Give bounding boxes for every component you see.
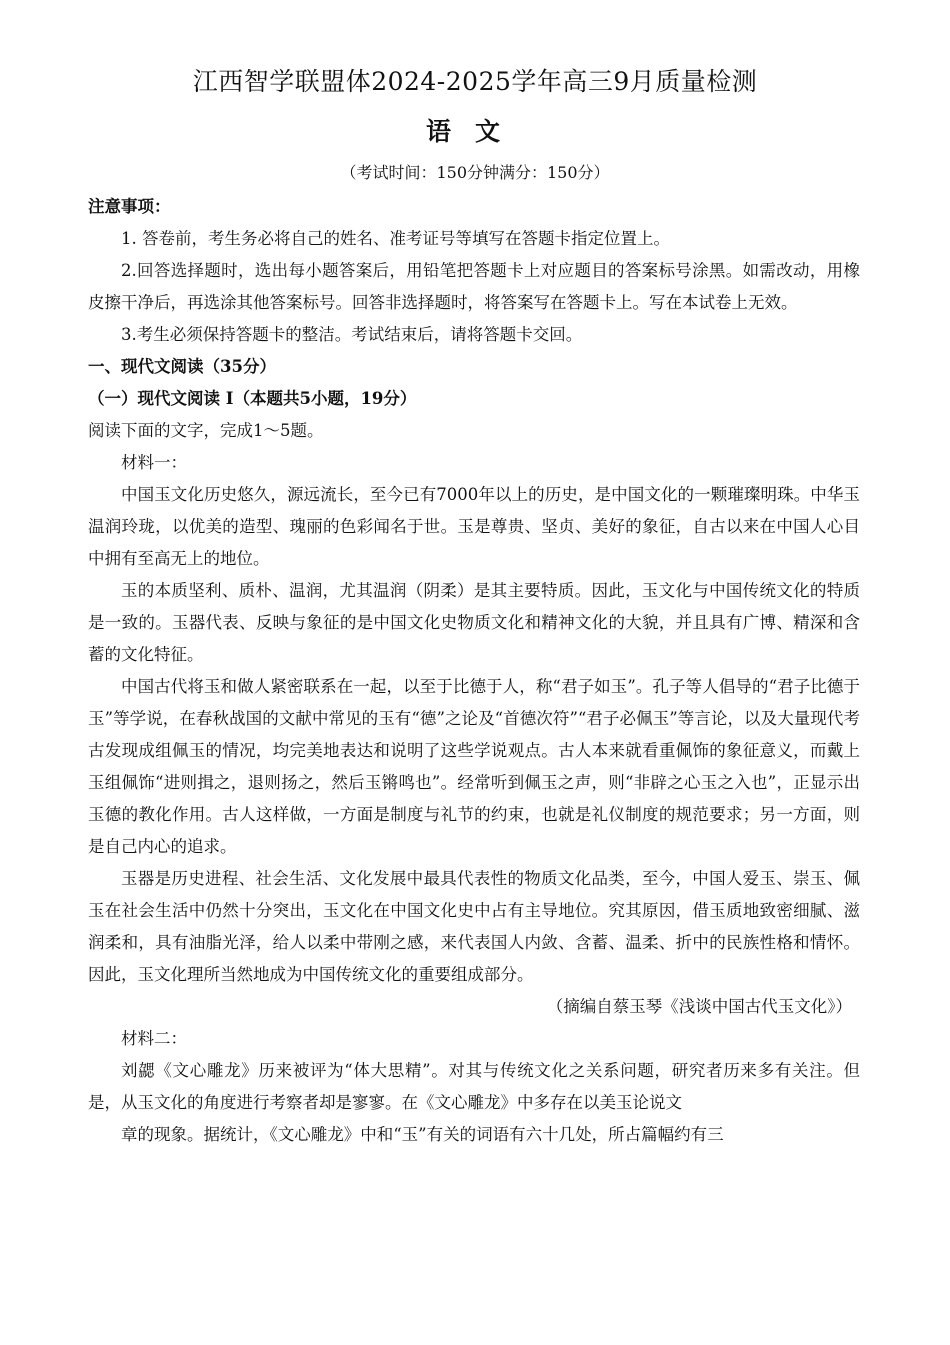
material1-paragraph-4: 玉器是历史进程、社会生活、文化发展中最具代表性的物质文化品类，至今，中国人爱玉、崇玉、佩玉在社会生活中仍然十分突出，玉文化在中国文化史中占有主导地位。究其原因，借玉质地致密细腻、滋润柔和，具有油脂光泽，给人以柔中带刚之感，来代表国人内敛、含蓄、温柔、折中的民族性格和情怀。因此，玉文化理所当然地成为中国传统文化的重要组成部分。: [88, 869, 860, 984]
notice-item-3: 3.考生必须保持答题卡的整洁。考试结束后，请将答题卡交回。: [121, 325, 583, 344]
material1-paragraph-3: 中国古代将玉和做人紧密联系在一起，以至于比德于人，称“君子如玉”。孔子等人倡导的“君子比德于玉”等学说，在春秋战国的文献中常见的玉有“德”之论及“首德次符”“君子必佩玉”等言论，以及大量现代考古发现成组佩玉的情况，均完美地表达和说明了这些学说观点。古人本来就看重佩饰的象征意义，而戴上玉组佩饰“进则揖之，退则扬之，然后玉锵鸣也”。经常听到佩玉之声，则“非辟之心玉之入也”，正显示出玉德的教化作用。古人这样做，一方面是制度与礼节的约束，也就是礼仪制度的规范要求；另一方面，则是自己内心的追求。: [88, 677, 860, 856]
section-subheading: （一）现代文阅读 I（本题共5小题，19分）: [88, 389, 417, 408]
exam-title: 江西智学联盟体2024-2025学年高三9月质量检测: [192, 67, 758, 96]
material1-source: （摘编自蔡玉琴《浅谈中国古代玉文化》）: [546, 997, 852, 1016]
section-heading: 一、现代文阅读（35分）: [88, 357, 276, 376]
material1-paragraph-2: 玉的本质坚利、质朴、温润，尤其温润（阴柔）是其主要特质。因此，玉文化与中国传统文化的特质是一致的。玉器代表、反映与象征的是中国文化史物质文化和精神文化的大貌，并且具有广博、精深和含蓄的文化特征。: [88, 581, 860, 664]
notice-item-1: 1. 答卷前，考生务必将自己的姓名、准考证号等填写在答题卡指定位置上。: [121, 229, 670, 248]
notice-item-2: 2.回答选择题时，选出每小题答案后，用铅笔把答题卡上对应题目的答案标号涂黑。如需改动，用橡皮擦干净后，再选涂其他答案标号。回答非选择题时，将答案写在答题卡上。写在本试卷上无效。: [88, 261, 860, 312]
notice-heading: 注意事项：: [88, 197, 171, 216]
subject-title: 语文: [425, 117, 524, 146]
section-instruction: 阅读下面的文字，完成1～5题。: [88, 421, 324, 440]
material2-label: 材料二：: [121, 1029, 187, 1048]
material2-continuation: 章的现象。据统计，《文心雕龙》中和“玉”有关的词语有六十几处，所占篇幅约有三: [121, 1125, 724, 1144]
material2-paragraph: 刘勰《文心雕龙》历来被评为“体大思精”。对其与传统文化之关系问题，研究者历来多有关注。但是，从玉文化的角度进行考察者却是寥寥。在《文心雕龙》中多存在以美玉论说文: [88, 1061, 860, 1112]
notice-section: [88, 191, 860, 1151]
exam-info: （考试时间：150分钟满分：150分）: [340, 163, 610, 182]
material1-paragraph-1: 中国玉文化历史悠久，源远流长，至今已有7000年以上的历史，是中国文化的一颗璀璨明珠。中华玉温润玲珑，以优美的造型、瑰丽的色彩闻名于世。玉是尊贵、坚贞、美好的象征，自古以来在中国人心目中拥有至高无上的地位。: [88, 485, 860, 568]
material1-label: 材料一：: [121, 453, 187, 472]
